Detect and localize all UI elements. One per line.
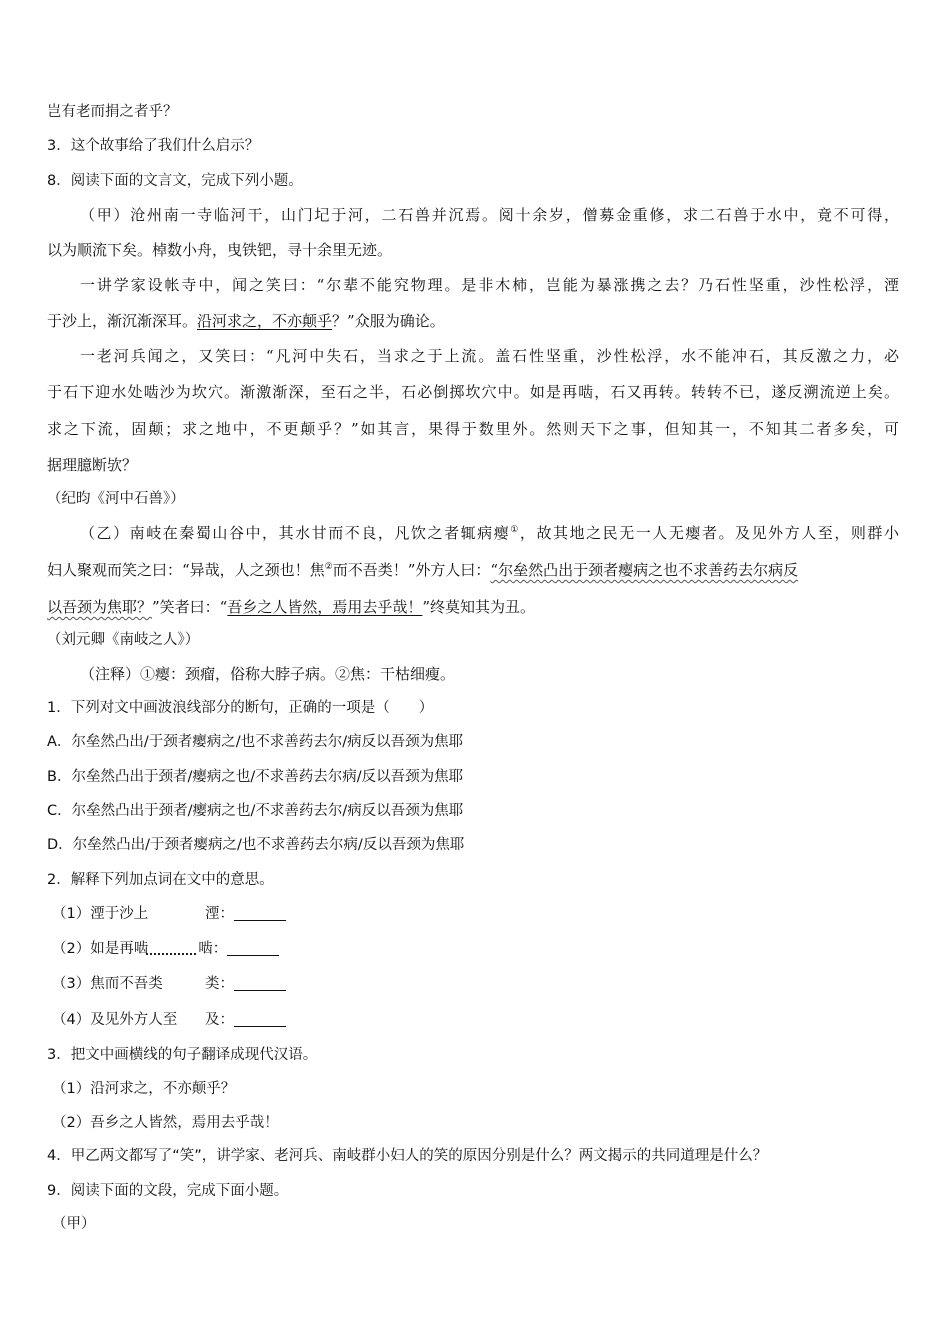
answer-blank[interactable] <box>234 906 286 921</box>
answer-blank[interactable] <box>227 941 279 956</box>
q8-jia-p2-line2 <box>47 311 445 331</box>
q8-jia-source: （纪昀《河中石兽》） <box>47 491 185 507</box>
q8-annotation: （注释）①瘿：颈瘤，俗称大脖子病。②焦：干枯细瘦。 <box>80 665 456 683</box>
option-b: B．尔垒然凸出于颈者/瘿病之也/不求善药去尔病/反以吾颈为焦耶 <box>47 769 464 785</box>
answer-blank[interactable] <box>234 1012 286 1027</box>
q8-yi-l3-post: ”终莫知其为丑。 <box>422 598 536 616</box>
q8-yi-line3 <box>47 597 535 617</box>
q8-jia-p2-post: ？”众服为确论。 <box>332 312 445 330</box>
footnote-marker-1: ① <box>510 525 520 535</box>
q2-item-3-word: 类： <box>205 976 234 992</box>
q8-yi-source: （刘元卿《南岐之人》） <box>47 632 200 648</box>
q8-question-2: 2．解释下列加点词在文中的意思。 <box>47 872 274 888</box>
underlined-sentence-2: 吾乡之人皆然，焉用去乎哉！ <box>227 598 423 616</box>
q3-item-1: （1）沿河求之，不亦颠乎？ <box>52 1081 236 1097</box>
footnote-marker-2: ② <box>324 562 333 572</box>
q2-item-2 <box>52 939 279 959</box>
q8-jia-p1-line2: 以为顺流下矣。棹数小舟，曳铁钯，寻十余里无迹。 <box>47 241 393 259</box>
q8-jia-p2-pre: 于沙上，渐沉渐深耳。 <box>47 312 198 330</box>
q3-item-2: （2）吾乡之人皆然，焉用去乎哉！ <box>52 1115 279 1131</box>
q2-item-2-phrase: （2）如是再啮 <box>52 941 149 957</box>
wavy-line-sentence-part1: “尔垒然凸出于颈者瘿病之也不求善药去尔病反 <box>490 561 799 579</box>
emphasis-dots <box>146 945 196 955</box>
q8-yi-l2-mid: 而不吾类！”外方人曰： <box>332 561 491 579</box>
q2-item-3-phrase: （3）焦而不吾类 <box>52 976 163 992</box>
option-a: A．尔垒然凸出/于颈者瘿病之/也不求善药去尔/病反以吾颈为焦耶 <box>47 734 464 750</box>
q2-item-4-phrase: （4）及见外方人至 <box>52 1012 178 1028</box>
q8-question-4: 4．甲乙两文都写了“笑”，讲学家、老河兵、南岐群小妇人的笑的原因分别是什么？两文揭示的共同道理是什么？ <box>47 1148 768 1164</box>
q2-item-4 <box>52 1010 286 1030</box>
q2-item-2-word: 啮： <box>198 941 228 957</box>
q2-item-1-word: 湮： <box>205 906 234 922</box>
q7-question-3: 3．这个故事给了我们什么启示？ <box>47 138 260 154</box>
q8-yi-l1-post: ，故其地之民无一人无瘿者。及见外方人至，则群小 <box>519 524 899 542</box>
q2-item-4-word: 及： <box>205 1012 234 1028</box>
q8-jia-p3-line4: 据理臆断欤？ <box>47 456 138 474</box>
q8-question-3: 3．把文中画横线的句子翻译成现代汉语。 <box>47 1047 318 1063</box>
q8-yi-l1-pre: （乙）南岐在秦蜀山谷中，其水甘而不良，凡饮之者辄病瘿 <box>80 524 511 542</box>
answer-blank[interactable] <box>234 976 286 991</box>
option-c: C．尔垒然凸出于颈者/瘿病之也/不求善药去尔/病反以吾颈为焦耶 <box>47 803 464 819</box>
q9-jia-label: （甲） <box>52 1216 96 1232</box>
option-d: D．尔垒然凸出/于颈者瘿病之/也不求善药去尔病/反以吾颈为焦耶 <box>47 837 465 853</box>
q8-question-1: 1．下列对文中画波浪线部分的断句，正确的一项是（ ） <box>47 700 434 716</box>
q8-jia-p2-line1: 一讲学家设帐寺中，闻之笑曰：“尔辈不能究物理。是非木柿，岂能为暴涨携之去？乃石性坚重，沙性松浮，湮 <box>80 276 899 294</box>
q7-line-end: 岂有老而捐之者乎？ <box>47 104 178 120</box>
q8-jia-p3-line1: 一老河兵闻之，又笑曰：“凡河中失石，当求之于上流。盖石性坚重，沙性松浮，水不能冲石，其反激之力，必 <box>80 347 899 365</box>
q8-jia-p3-line2: 于石下迎水处啮沙为坎穴。渐激渐深，至石之半，石必倒掷坎穴中。如是再啮，石又再转。转转不已，遂反溯流逆上矣。 <box>47 383 899 401</box>
q8-jia-p1-line1: （甲）沧州南一寺临河干，山门圮于河，二石兽并沉焉。阅十余岁，僧募金重修，求二石兽于水中，竟不可得， <box>80 206 899 224</box>
wavy-line-sentence-part2: 以吾颈为焦耶？ <box>47 598 153 616</box>
q8-yi-line1 <box>80 523 899 543</box>
q8-intro: 8．阅读下面的文言文，完成下列小题。 <box>47 173 303 189</box>
q2-item-1 <box>52 904 286 924</box>
q9-intro: 9．阅读下面的文段，完成下面小题。 <box>47 1183 289 1199</box>
underlined-sentence-1: 沿河求之，不亦颠乎 <box>197 312 333 330</box>
q8-jia-p3-line3: 求之下流，固颠；求之地中，不更颠乎？”如其言，果得于数里外。然则天下之事，但知其一，不知其二者多矣，可 <box>47 420 899 438</box>
q8-yi-line2 <box>47 560 798 580</box>
q2-item-3 <box>52 974 286 994</box>
q8-yi-l2-pre: 妇人聚观而笑之曰：“异哉，人之颈也！焦 <box>47 561 325 579</box>
q2-item-1-phrase: （1）湮于沙上 <box>52 906 149 922</box>
q8-yi-l3-mid: ”笑者曰：“ <box>152 598 228 616</box>
